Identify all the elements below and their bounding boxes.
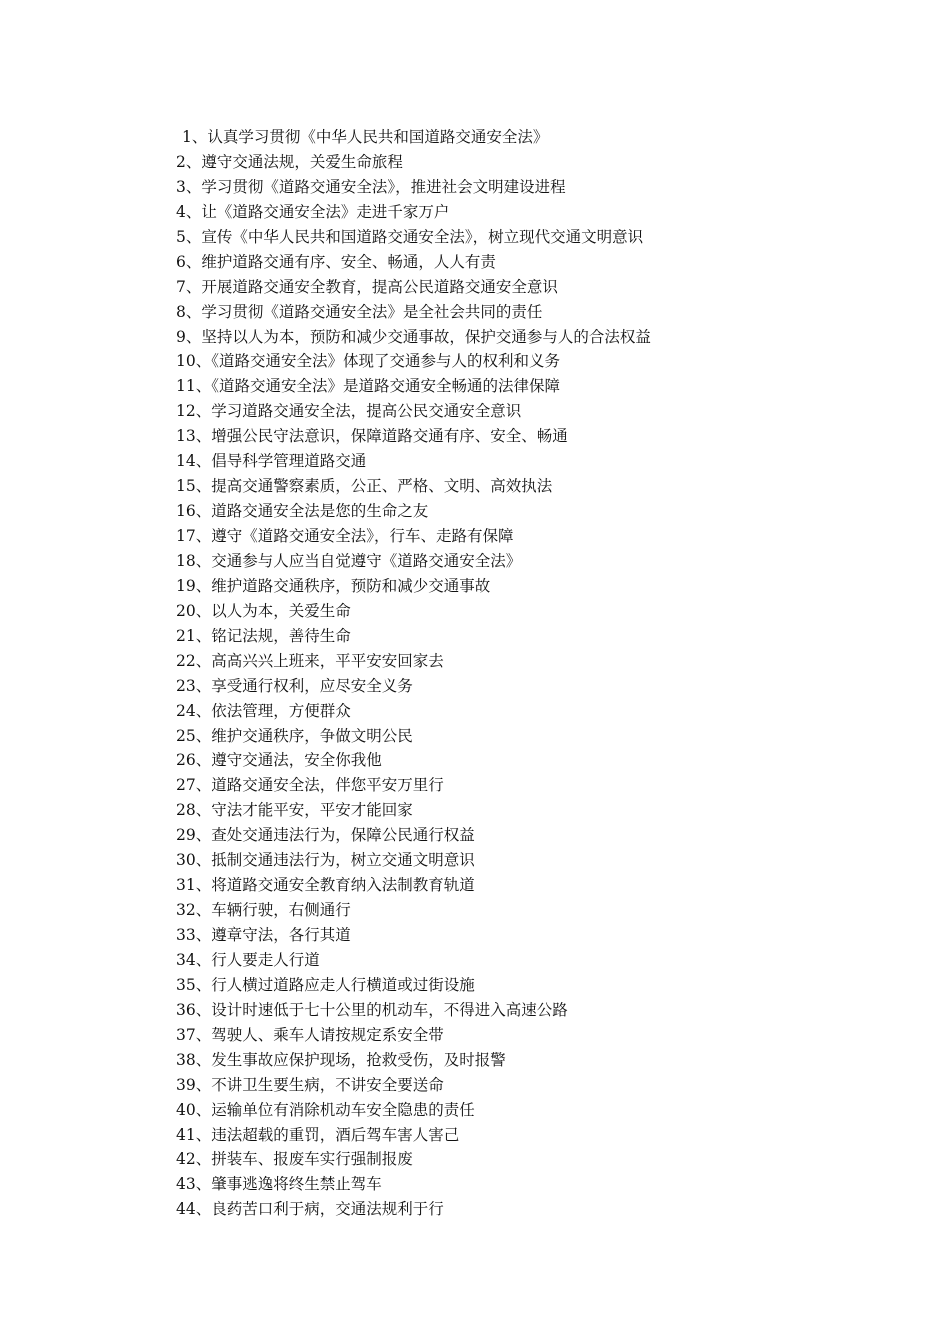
slogan-item: 32、车辆行驶，右侧通行: [176, 901, 351, 920]
slogan-item: 19、维护道路交通秩序，预防和减少交通事故: [176, 576, 491, 595]
slogan-item: 24、依法管理，方便群众: [176, 701, 351, 720]
slogan-item: 38、发生事故应保护现场，抢救受伤，及时报警: [176, 1050, 506, 1069]
slogan-item: 27、道路交通安全法，伴您平安万里行: [176, 776, 444, 795]
slogan-item: 34、行人要走人行道: [176, 950, 320, 969]
slogan-list: [176, 125, 651, 1222]
slogan-item: 35、行人横过道路应走人行横道或过街设施: [176, 975, 475, 994]
slogan-item: 9、坚持以人为本，预防和减少交通事故，保护交通参与人的合法权益: [176, 327, 651, 346]
slogan-item: 28、守法才能平安，平安才能回家: [176, 801, 413, 820]
slogan-item: 20、以人为本，关爱生命: [176, 601, 351, 620]
slogan-item: 22、高高兴兴上班来，平平安安回家去: [176, 651, 444, 670]
slogan-item: 5、宣传《中华人民共和国道路交通安全法》，树立现代交通文明意识: [176, 227, 644, 246]
slogan-item: 4、让《道路交通安全法》走进千家万户: [176, 202, 450, 221]
slogan-item: 33、遵章守法，各行其道: [176, 926, 351, 944]
slogan-item: 31、将道路交通安全教育纳入法制教育轨道: [176, 876, 475, 895]
slogan-item: 41、违法超载的重罚，酒后驾车害人害己: [176, 1125, 460, 1144]
slogan-item: 29、查处交通违法行为，保障公民通行权益: [176, 826, 475, 845]
slogan-item: 21、铭记法规，善待生命: [176, 626, 351, 645]
slogan-item: 13、增强公民守法意识，保障道路交通有序、安全、畅通: [176, 427, 568, 446]
slogan-item: 18、交通参与人应当自觉遵守《道路交通安全法》: [176, 551, 522, 570]
slogan-item: 44、良药苦口利于病，交通法规利于行: [176, 1200, 444, 1219]
slogan-item: 3、学习贯彻《道路交通安全法》，推进社会文明建设进程: [176, 177, 566, 196]
slogan-item: 7、开展道路交通安全教育，提高公民道路交通安全意识: [176, 277, 558, 296]
slogan-item: 11、《道路交通安全法》是道路交通安全畅通的法律保障: [176, 377, 560, 396]
slogan-item: 8、学习贯彻《道路交通安全法》是全社会共同的责任: [176, 302, 543, 321]
slogan-item: 17、遵守《道路交通安全法》，行车、走路有保障: [176, 527, 514, 545]
slogan-item: 15、提高交通警察素质，公正、严格、文明、高效执法: [176, 477, 553, 496]
slogan-item: 23、享受通行权利，应尽安全义务: [176, 676, 413, 695]
slogan-item: 42、拼装车、报废车实行强制报废: [176, 1150, 413, 1169]
slogan-item: 40、运输单位有消除机动车安全隐患的责任: [176, 1100, 475, 1119]
slogan-item: 25、维护交通秩序，争做文明公民: [176, 726, 413, 745]
slogan-item: 6、维护道路交通有序、安全、畅通，人人有责: [176, 252, 496, 271]
slogan-item: 2、遵守交通法规，关爱生命旅程: [176, 152, 403, 171]
slogan-item: 43、肇事逃逸将终生禁止驾车: [176, 1175, 382, 1194]
slogan-item: 36、设计时速低于七十公里的机动车，不得进入高速公路: [176, 1000, 568, 1019]
slogan-item: 14、倡导科学管理道路交通: [176, 452, 367, 471]
slogan-item: 10、《道路交通安全法》体现了交通参与人的权利和义务: [176, 352, 560, 371]
slogan-item: 37、驾驶人、乘车人请按规定系安全带: [176, 1025, 444, 1044]
slogan-item: 12、学习道路交通安全法，提高公民交通安全意识: [176, 402, 522, 421]
slogan-item: 16、道路交通安全法是您的生命之友: [176, 502, 429, 521]
slogan-item: 26、遵守交通法，安全你我他: [176, 751, 382, 770]
slogan-item: 30、抵制交通违法行为，树立交通文明意识: [176, 851, 475, 870]
slogan-item: 39、不讲卫生要生病，不讲安全要送命: [176, 1075, 444, 1094]
slogan-item: 1、认真学习贯彻《中华人民共和国道路交通安全法》: [182, 128, 549, 146]
